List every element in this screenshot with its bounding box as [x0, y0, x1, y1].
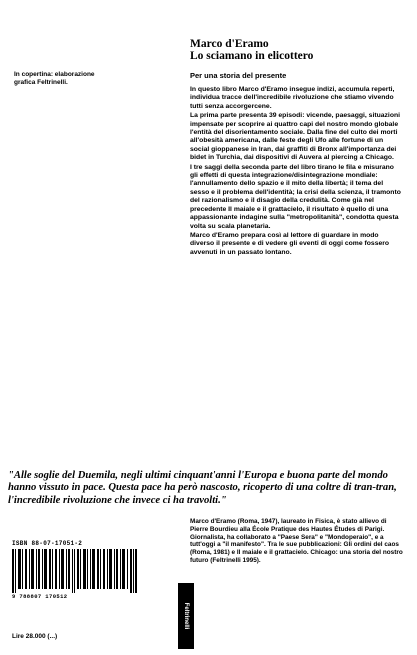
header — [190, 38, 405, 80]
blurb-paragraph: I tre saggi della seconda parte del libro tirano le fila e misurano gli effetti di questa integrazione/disintegrazione mondiale: l'annullamento dello spazio e il mito della libertà; il tema del sesso e il problema dell'identità; la crisi della scienza, il tramonto del razionalismo e il disagio della credulità. Come già nel precedente Il maiale e il grattacielo, il risultato è quello di una appassionante indagine sulla "metropolitanità", condotta questa volta su scala planetaria. — [190, 163, 401, 230]
blurb-paragraph: Marco d'Eramo prepara così al lettore di guardare in modo diverso il presente e di vedere gli eventi di oggi come fossero avvenuti in un passato lontano. — [190, 231, 390, 256]
author-name: Marco d'Eramo — [190, 38, 269, 50]
price: Lire 28.000 (...) — [12, 633, 58, 640]
book-subtitle: Per una storia del presente — [190, 71, 287, 80]
publisher-name: Feltrinelli — [183, 602, 189, 630]
blurb-paragraph: In questo libro Marco d'Eramo insegue indizi, accumula reperti, individua tracce dell'incredibile rivoluzione che stiamo vivendo tutti senza accorgercene. — [190, 86, 395, 110]
book-title: Lo sciamano in elicottero — [190, 50, 314, 62]
blurb — [190, 86, 402, 258]
cover-credit: In copertina: elaborazione grafica Feltrinelli. — [14, 71, 95, 86]
pull-quote: "Alle soglie del Duemila, negli ultimi cinquant'anni l'Europa e buona parte del mondo hanno vissuto in pace. Questa pace ha però nascosto, ricoperto di una coltre di tran-tran, l'incredibile rivoluzione che invece ci ha travolti." — [8, 470, 397, 506]
blurb-paragraph: La prima parte presenta 39 episodi: vicende, paesaggi, situazioni impensate per scoprire ai quattro capi del nostro mondo globale l'entità del disorientamento sociale. Dalla fine del culto dei morti all'obesità americana, dalle feste degli Ufo alle fortune di un social gioppanese in Iran, dai graffiti di Bronx all'importanza dei bidet in Turchia, dai dispositivi di Auvera al piercing a Chicago. — [190, 112, 401, 162]
publisher-spine-logo — [178, 583, 194, 649]
isbn-label: ISBN 88-07-17051-2 — [12, 540, 83, 547]
barcode — [12, 549, 137, 593]
barcode-digits: 9 788807 170512 — [12, 593, 68, 600]
author-bio: Marco d'Eramo (Roma, 1947), laureato in Fisica, è stato allievo di Pierre Bourdieu alla École Pratique des Hautes Études di Parigi. Giornalista, ha collaborato a "Paese Sera" e "Mondoperaio", e a tutt'oggi a "il manifesto". Tra le sue pubblicazioni: Gli ordini del caos (Roma, 1981) e Il maiale e il grattacielo. Chicago: una storia del nostro futuro (Feltrinelli 1995). — [190, 518, 403, 564]
